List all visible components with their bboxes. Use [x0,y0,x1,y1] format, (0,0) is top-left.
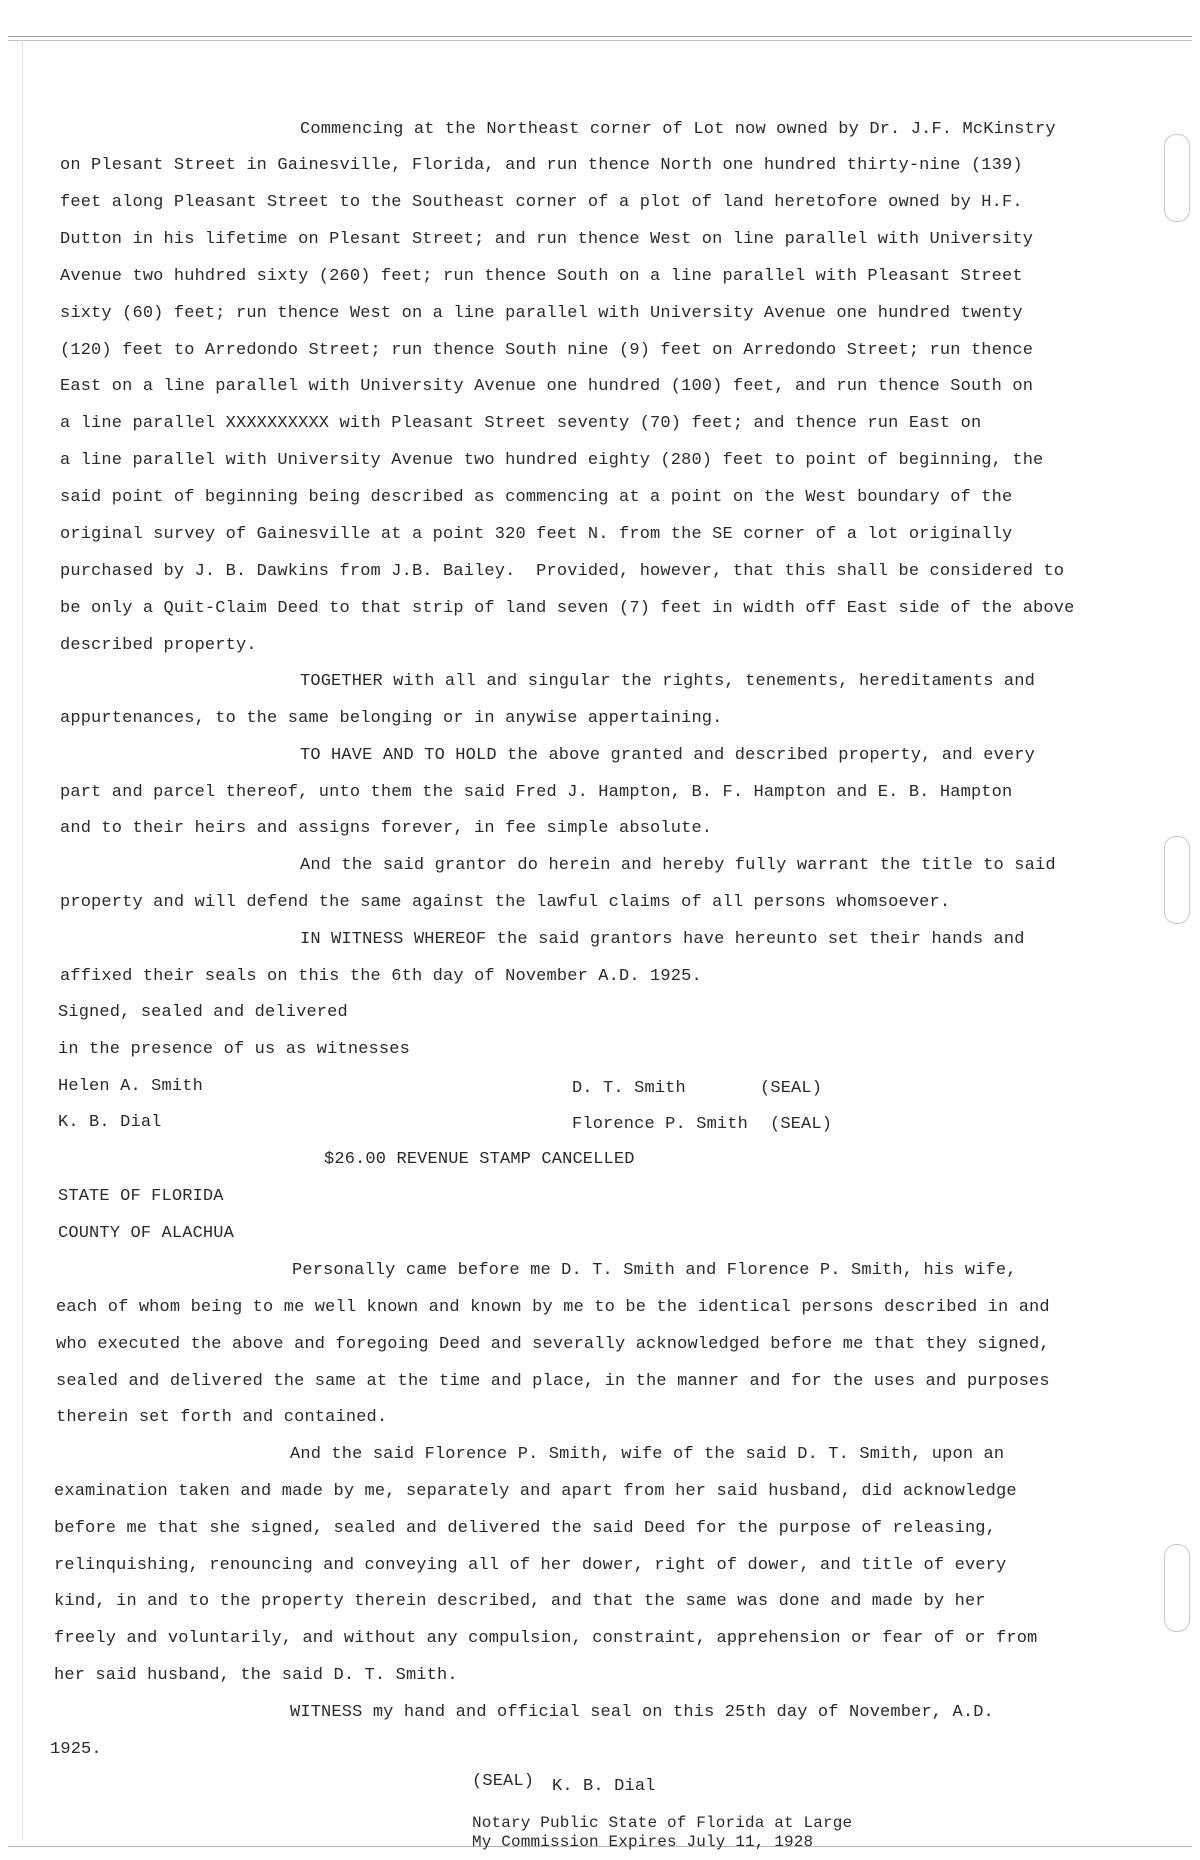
examination-line: examination taken and made by me, separately and apart from her said husband, did acknowledge [54,1482,1017,1501]
notary-commission: My Commission Expires July 11, 1928 [472,1833,814,1851]
witness-line: affixed their seals on this the 6th day of November A.D. 1925. [60,967,702,986]
description-line: described property. [60,636,257,655]
description-line: on Plesant Street in Gainesville, Florida, and run thence North one hundred thirty-nine (139) [60,156,1023,175]
signed-line: in the presence of us as witnesses [58,1040,410,1059]
description-line: sixty (60) feet; run thence West on a line parallel with University Avenue one hundred twenty [60,304,1023,323]
habendum-line: and to their heirs and assigns forever, in fee simple absolute. [60,819,713,838]
page-left-edge [22,40,23,1840]
acknowledgment-line: who executed the above and foregoing Deed and severally acknowledged before me that they signed, [56,1335,1050,1354]
acknowledgment-line: each of whom being to me well known and known by me to be the identical persons described in and [56,1298,1050,1317]
examination-line: her said husband, the said D. T. Smith. [54,1666,458,1685]
description-line: Dutton in his lifetime on Plesant Street; and run thence West on line parallel with University [60,230,1034,249]
acknowledgment-line: Personally came before me D. T. Smith and Florence P. Smith, his wife, [292,1261,1017,1280]
description-line: original survey of Gainesville at a point 320 feet N. from the SE corner of a lot originally [60,525,1013,544]
page-top-edge [8,36,1192,41]
grantor-name: D. T. Smith [572,1079,686,1098]
description-line: purchased by J. B. Dawkins from J.B. Bailey. Provided, however, that this shall be considered to [60,562,1065,581]
notary-seal: (SEAL) [472,1772,535,1791]
description-line: East on a line parallel with University Avenue one hundred (100) feet, and run thence South on [60,377,1034,396]
description-line: a line parallel with University Avenue two hundred eighty (280) feet to point of beginning, the [60,451,1044,470]
acknowledgment-line: sealed and delivered the same at the time and place, in the manner and for the uses and purposes [56,1372,1050,1391]
description-line: Avenue two huhdred sixty (260) feet; run thence South on a line parallel with Pleasant Street [60,267,1023,286]
grantor-name: Florence P. Smith [572,1115,748,1134]
binder-hole-icon [1164,134,1190,222]
warranty-line: property and will defend the same against the lawful claims of all persons whomsoever. [60,893,951,912]
description-line: (120) feet to Arredondo Street; run thence South nine (9) feet on Arredondo Street; run thence [60,341,1034,360]
together-line: appurtenances, to the same belonging or in anywise appertaining. [60,709,723,728]
examination-line: kind, in and to the property therein described, and that the same was done and made by her [54,1592,986,1611]
examination-line: relinquishing, renouncing and conveying all of her dower, right of dower, and title of every [54,1556,1007,1575]
revenue-stamp-note: $26.00 REVENUE STAMP CANCELLED [324,1150,635,1169]
binder-hole-icon [1164,1544,1190,1632]
description-line: said point of beginning being described as commencing at a point on the West boundary of the [60,488,1013,507]
description-line: be only a Quit-Claim Deed to that strip of land seven (7) feet in width off East side of the above [60,599,1075,618]
witness-name: K. B. Dial [58,1113,162,1132]
examination-line: And the said Florence P. Smith, wife of the said D. T. Smith, upon an [290,1445,1005,1464]
notary-witness-line: WITNESS my hand and official seal on this 25th day of November, A.D. [290,1703,994,1722]
examination-line: freely and voluntarily, and without any compulsion, constraint, apprehension or fear of or from [54,1629,1038,1648]
together-line: TOGETHER with all and singular the rights, tenements, hereditaments and [300,672,1035,691]
description-line: feet along Pleasant Street to the Southeast corner of a plot of land heretofore owned by H.F. [60,193,1023,212]
notary-witness-line: 1925. [50,1740,102,1759]
witness-name: Helen A. Smith [58,1077,203,1096]
seal-label: (SEAL) [760,1079,823,1098]
habendum-line: part and parcel thereof, unto them the said Fred J. Hampton, B. F. Hampton and E. B. Hampton [60,783,1013,802]
examination-line: before me that she signed, sealed and delivered the said Deed for the purpose of releasing, [54,1519,997,1538]
notary-title: Notary Public State of Florida at Large [472,1814,853,1832]
seal-label: (SEAL) [770,1115,833,1134]
binder-hole-icon [1164,836,1190,924]
witness-line: IN WITNESS WHEREOF the said grantors have hereunto set their hands and [300,930,1025,949]
venue-state: STATE OF FLORIDA [58,1187,224,1206]
acknowledgment-line: therein set forth and contained. [56,1408,388,1427]
venue-county: COUNTY OF ALACHUA [58,1224,234,1243]
description-line: Commencing at the Northeast corner of Lot now owned by Dr. J.F. McKinstry [300,120,1056,139]
habendum-line: TO HAVE AND TO HOLD the above granted and described property, and every [300,746,1035,765]
signed-line: Signed, sealed and delivered [58,1003,348,1022]
warranty-line: And the said grantor do herein and hereby fully warrant the title to said [300,856,1056,875]
description-line: a line parallel XXXXXXXXXX with Pleasant Street seventy (70) feet; and thence run East on [60,414,982,433]
notary-name: K. B. Dial [552,1777,656,1796]
